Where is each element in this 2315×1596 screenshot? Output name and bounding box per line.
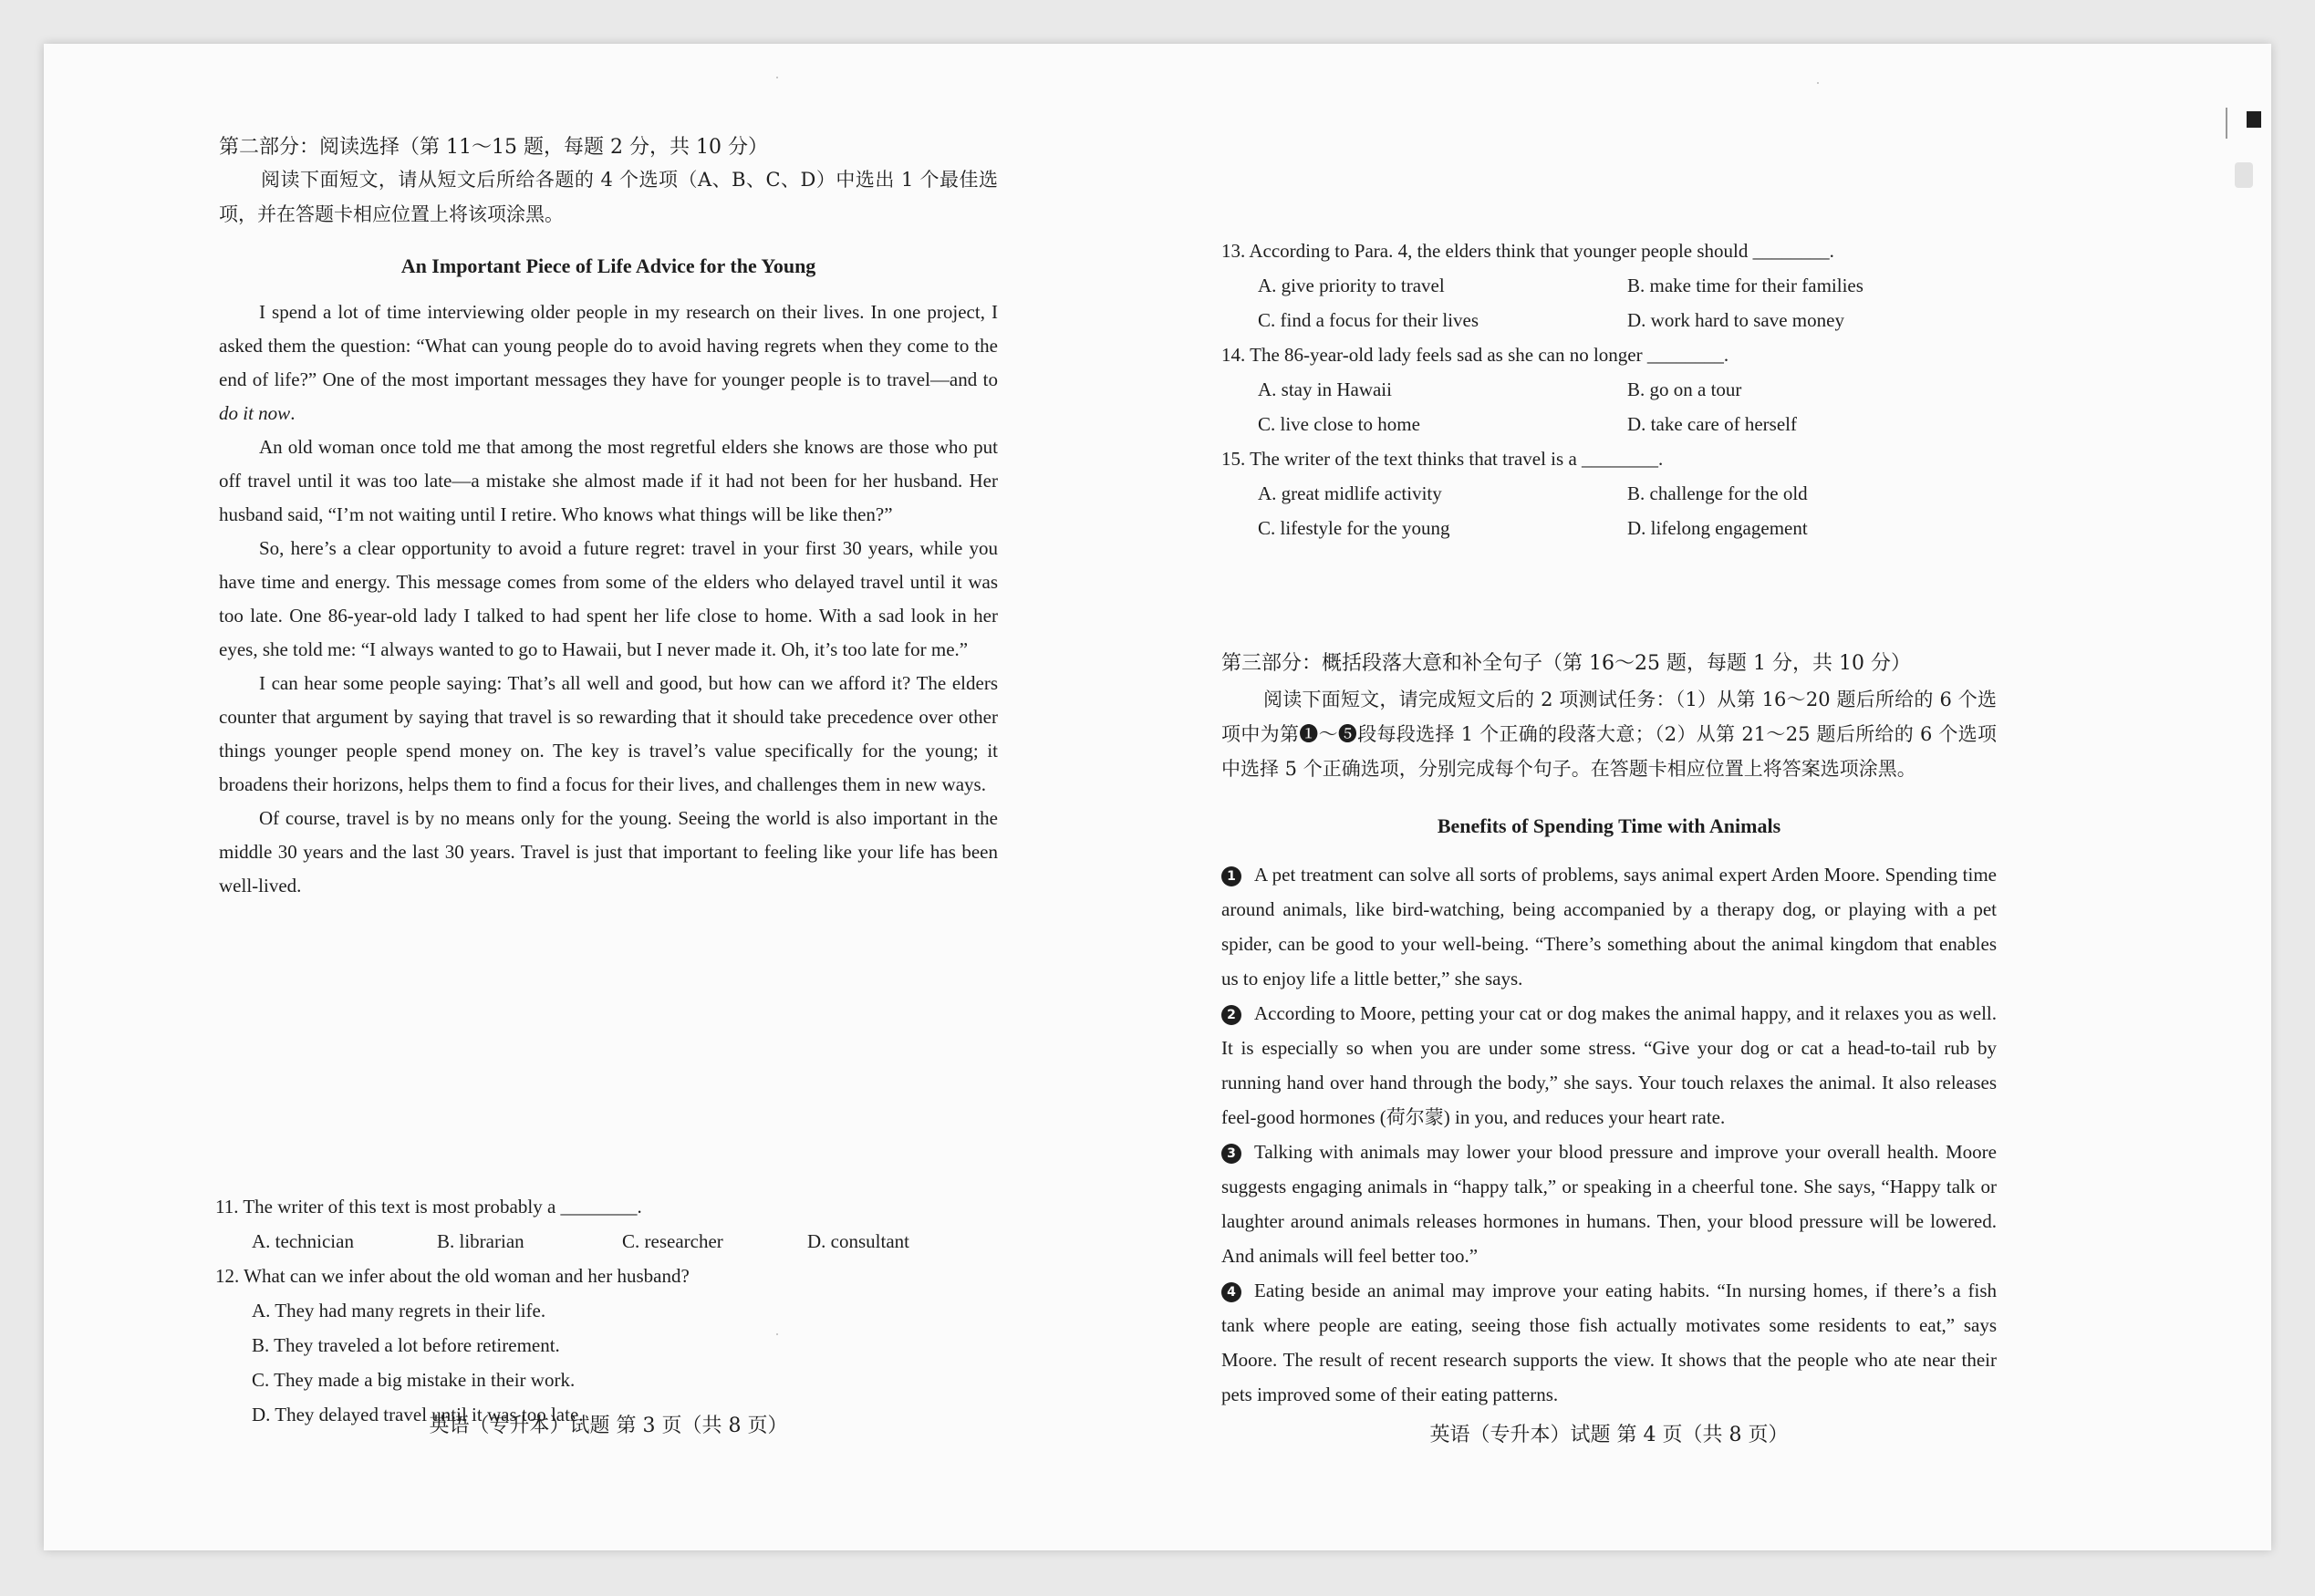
- question-13-options: [1221, 268, 1997, 337]
- scanned-sheet: [44, 44, 2271, 1550]
- question-11-options: [215, 1224, 1000, 1259]
- option-12-b: B. They traveled a lot before retirement.: [252, 1334, 560, 1356]
- question-13-stem: 13. According to Para. 4, the elders think that younger people should ________.: [1221, 240, 1834, 262]
- paragraph-text: Eating beside an animal may improve your eating habits. “In nursing homes, if there’s a fish tank where people are eating, seeing those fish actually motivates some residents to eat,” says Moore. The result of recent research supports the view. It shows that the people who ate near their pets improved some of their eating patterns.: [1221, 1280, 1997, 1405]
- option-15-a: A. great midlife activity: [1258, 482, 1442, 504]
- question-14-stem: 14. The 86-year-old lady feels sad as she can no longer ________.: [1221, 344, 1729, 366]
- paragraph-number-2-icon: 2: [1221, 1005, 1241, 1025]
- option-11-b: B. librarian: [437, 1230, 524, 1252]
- scan-speck: [1817, 82, 1819, 84]
- scan-registration-mark: [2247, 111, 2261, 128]
- option-11-d: D. consultant: [807, 1230, 909, 1252]
- section-heading-part2: 第二部分：阅读选择（第 11～15 题，每题 2 分，共 10 分）: [219, 136, 768, 159]
- option-15-b: B. challenge for the old: [1627, 482, 1808, 504]
- option-13-b: B. make time for their families: [1627, 275, 1863, 296]
- section-instruction: 阅读下面短文，请从短文后所给各题的 4 个选项（A、B、C、D）中选出 1 个最佳选项，并在答题卡相应位置上将该项涂黑。: [219, 169, 998, 225]
- numbered-paragraph: [1221, 1135, 1997, 1273]
- numbered-paragraph: [1221, 1273, 1997, 1412]
- section-instruction: 阅读下面短文，请完成短文后的 2 项测试任务：（1）从第 16～20 题后所给的 6 个选项中为第❶～❺段每段选择 1 个正确的段落大意；（2）从第 21～25 题后所给的 6 个选项中选择 5 个正确选项，分别完成每个句子。在答题卡相应位置上将答案选项涂黑。: [1221, 689, 1997, 780]
- scan-edge-line: [2226, 108, 2227, 139]
- option-12-a: A. They had many regrets in their life.: [252, 1300, 546, 1321]
- option-13-d: D. work hard to save money: [1627, 309, 1844, 331]
- option-14-a: A. stay in Hawaii: [1258, 378, 1392, 400]
- option-11-a: A. technician: [252, 1230, 354, 1252]
- article-body: [1221, 857, 1997, 1412]
- option-12-d: D. They delayed travel until it was too late.: [252, 1404, 584, 1425]
- scan-smudge: [2235, 162, 2253, 188]
- option-15-d: D. lifelong engagement: [1627, 517, 1808, 539]
- article-paragraph: So, here’s a clear opportunity to avoid a future regret: travel in your first 30 years, while you have time and energy. This message comes from some of the elders who delayed travel until it was too late. One 86-year-old lady I talked to had spent her life close to home. With a sad look in her eyes, she told me: “I always wanted to go to Hawaii, but I never made it. Oh, it’s too late for me.”: [219, 537, 998, 660]
- article-body: [219, 295, 998, 903]
- section-heading-part3: 第三部分：概括段落大意和补全句子（第 16～25 题，每题 1 分，共 10 分）: [1221, 652, 1911, 675]
- article-paragraph: Of course, travel is by no means only for the young. Seeing the world is also important in the middle 30 years and the last 30 years. Travel is just that important to feeling like your life has been well-lived.: [219, 807, 998, 896]
- paragraph-text: A pet treatment can solve all sorts of problems, says animal expert Arden Moore. Spending time around animals, like bird-watching, being accompanied by a therapy dog, or playing with a pet spider, can be good to your well-being. “There’s something about the animal kingdom that enables us to enjoy life a little better,” she says.: [1221, 864, 1997, 990]
- option-15-c: C. lifestyle for the young: [1258, 517, 1450, 539]
- article-paragraph: I can hear some people saying: That’s all well and good, but how can we afford it? The elders counter that argument by saying that travel is so rewarding that it should take precedence over other things younger people spend money on. The key is travel’s value specifically for the young; it broadens their horizons, helps them to find a focus for their lives, and challenges them in new ways.: [219, 672, 998, 795]
- option-14-c: C. live close to home: [1258, 413, 1420, 435]
- question-14-options: [1221, 372, 1997, 441]
- question-15-stem: 15. The writer of the text thinks that travel is a ________.: [1221, 448, 1664, 470]
- questions-11-12: [215, 1189, 1000, 1432]
- option-11-c: C. researcher: [622, 1230, 723, 1252]
- option-13-c: C. find a focus for their lives: [1258, 309, 1479, 331]
- paragraph-number-1-icon: 1: [1221, 866, 1241, 886]
- article-title: Benefits of Spending Time with Animals: [1437, 814, 1781, 837]
- article-paragraph: [219, 295, 998, 430]
- paragraph-number-4-icon: 4: [1221, 1282, 1241, 1302]
- article-title: An Important Piece of Life Advice for the Young: [400, 254, 816, 277]
- page-footer: 英语（专升本）试题 第 3 页（共 8 页）: [429, 1415, 788, 1437]
- option-14-b: B. go on a tour: [1627, 378, 1742, 400]
- scan-speck: [776, 77, 778, 78]
- option-13-a: A. give priority to travel: [1258, 275, 1445, 296]
- question-12-stem: 12. What can we infer about the old woman and her husband?: [215, 1265, 690, 1287]
- questions-13-15: [1221, 233, 1997, 545]
- article-paragraph: An old woman once told me that among the most regretful elders she knows are those who put off travel until it was too late—a mistake she almost made if it had not been for her husband. Her husband said, “I’m not waiting until I retire. Who knows what things will be like then?”: [219, 436, 998, 525]
- question-15-options: [1221, 476, 1997, 545]
- option-14-d: D. take care of herself: [1627, 413, 1797, 435]
- paragraph-text: Talking with animals may lower your blood pressure and improve your overall health. Moore suggests engaging animals in “happy talk,” or speaking in a cheerful tone. She says, “Happy talk or laughter around animals releases hormones in humans. Then, your blood pressure will be lowered. And animals will feel better too.”: [1221, 1141, 1997, 1267]
- emphasis-text: do it now: [219, 402, 291, 424]
- question-11-stem: 11. The writer of this text is most probably a ________.: [215, 1196, 642, 1218]
- page-footer: 英语（专升本）试题 第 4 页（共 8 页）: [1429, 1424, 1789, 1446]
- paragraph-text: According to Moore, petting your cat or dog makes the animal happy, and it relaxes you as well. It is especially so when you are under some stress. “Give your dog or cat a head-to-tail rub by running hand over hand through the body,” she says. Your touch relaxes the animal. It also releases feel-good hormones (荷尔蒙) in you, and reduces your heart rate.: [1221, 1002, 1997, 1128]
- paragraph-number-3-icon: 3: [1221, 1144, 1241, 1164]
- paragraph-text: .: [290, 402, 296, 424]
- numbered-paragraph: [1221, 996, 1997, 1135]
- numbered-paragraph: [1221, 857, 1997, 996]
- paragraph-text: I spend a lot of time interviewing older people in my research on their lives. In one project, I asked them the question: “What can young people do to avoid having regrets when they come to the end of life?” One of the most important messages they have for younger people is to travel—and to: [219, 301, 998, 390]
- option-12-c: C. They made a big mistake in their work.: [252, 1369, 576, 1391]
